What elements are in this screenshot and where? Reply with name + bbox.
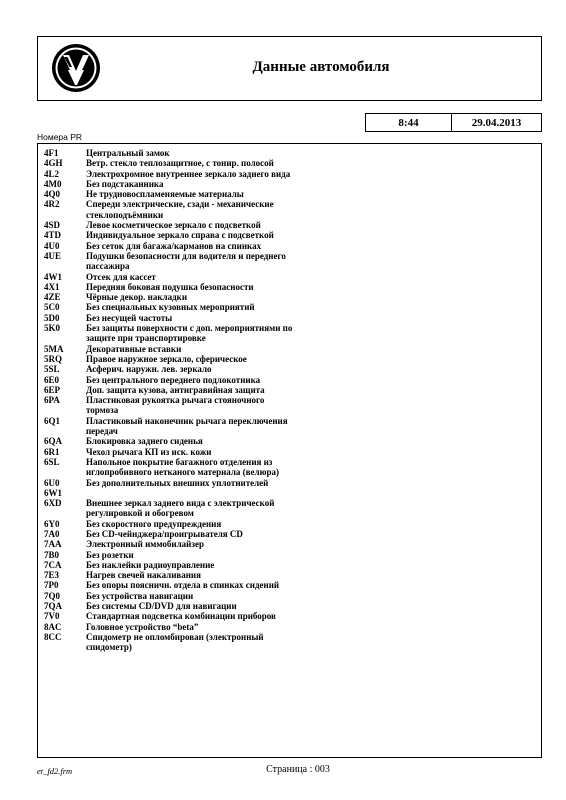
pr-code: 7CA bbox=[44, 559, 62, 570]
pr-code: 8AC bbox=[44, 621, 62, 632]
pr-description: Напольное покрытие багажного отделения из иглопробивного нетканого материала (велюра) bbox=[86, 456, 279, 478]
table-row bbox=[44, 570, 541, 580]
pr-description bbox=[86, 488, 296, 498]
pr-description: Без специальных кузовных мероприятий bbox=[86, 302, 255, 313]
table-row bbox=[44, 169, 541, 179]
pr-description: Без защиты поверхности с доп. мероприятиями по защите при транспортировке bbox=[86, 323, 293, 344]
pr-code: 6SL bbox=[44, 456, 60, 467]
pr-description: Без наклейки радиоуправление bbox=[86, 559, 215, 570]
pr-code: 5C0 bbox=[44, 302, 60, 313]
pr-description: Спидометр не опломбирован (электронный спидометр) bbox=[86, 631, 264, 653]
pr-code: 7V0 bbox=[44, 611, 60, 622]
pr-code: 6EP bbox=[44, 384, 61, 395]
table-row bbox=[44, 550, 541, 560]
pr-code: 7B0 bbox=[44, 549, 60, 560]
pr-code: 6PA bbox=[44, 395, 60, 406]
header-box bbox=[37, 36, 542, 101]
pr-description: Доп. защита кузова, антигравийная защита bbox=[86, 384, 265, 395]
table-row bbox=[44, 199, 541, 220]
table-row bbox=[44, 220, 541, 230]
pr-code: 4W1 bbox=[44, 271, 62, 282]
table-row bbox=[44, 292, 541, 302]
pr-description: Электронный иммобилайзер bbox=[86, 539, 204, 550]
pr-code: 4Q0 bbox=[44, 189, 61, 200]
print-time: 8:44 bbox=[366, 114, 452, 131]
table-row bbox=[44, 323, 541, 344]
table-row bbox=[44, 241, 541, 251]
table-row bbox=[44, 148, 541, 158]
pr-code: 4X1 bbox=[44, 281, 60, 292]
pr-code: 4SD bbox=[44, 220, 61, 231]
pr-description: Электрохромное внутреннее зеркало заднего вида bbox=[86, 168, 291, 179]
pr-code: 6XD bbox=[44, 498, 62, 509]
table-row bbox=[44, 189, 541, 199]
pr-description: Без скоростного предупреждения bbox=[86, 518, 222, 529]
pr-code: 7E3 bbox=[44, 570, 60, 581]
pr-description: Без подстаканника bbox=[86, 178, 164, 189]
table-row bbox=[44, 375, 541, 385]
pr-description: Без сеток для багажа/карманов на спинках bbox=[86, 240, 262, 251]
pr-description: Асферич. наружн. лев. зеркало bbox=[86, 364, 212, 375]
pr-code: 4L2 bbox=[44, 168, 60, 179]
pr-code: 6E0 bbox=[44, 374, 60, 385]
pr-description: Пластиковый наконечник рычага переключения передач bbox=[86, 415, 288, 437]
pr-description: Декоративные вставки bbox=[86, 343, 182, 354]
table-row bbox=[44, 457, 541, 478]
pr-description: Без розетки bbox=[86, 549, 134, 560]
pr-code: 6Q1 bbox=[44, 415, 61, 426]
table-row bbox=[44, 436, 541, 446]
pr-code: 5SL bbox=[44, 364, 60, 375]
table-row bbox=[44, 272, 541, 282]
pr-code: 7Q0 bbox=[44, 590, 61, 601]
pr-description: Без CD-чейнджера/проигрывателя CD bbox=[86, 528, 243, 539]
pr-code: 5K0 bbox=[44, 323, 61, 334]
table-row bbox=[44, 580, 541, 590]
pr-description: Индивидуальное зеркало справа с подсветкой bbox=[86, 230, 274, 241]
pr-description: Нагрев свечей накаливания bbox=[86, 570, 201, 581]
page-number bbox=[0, 764, 566, 775]
table-row bbox=[44, 591, 541, 601]
table-row bbox=[44, 158, 541, 168]
pr-code: 5MA bbox=[44, 343, 64, 354]
pr-code: 7QA bbox=[44, 601, 62, 612]
table-row bbox=[44, 519, 541, 529]
pr-code: 4TD bbox=[44, 230, 62, 241]
pr-code: 4M0 bbox=[44, 178, 62, 189]
table-row bbox=[44, 488, 541, 498]
table-row bbox=[44, 251, 541, 272]
table-row bbox=[44, 354, 541, 364]
pr-description: Центральный замок bbox=[86, 148, 170, 158]
pr-code: 6W1 bbox=[44, 487, 62, 498]
page-title: Данные автомобиля bbox=[252, 59, 390, 75]
pr-description: Пластиковая рукоятка рычага стояночного тормоза bbox=[86, 395, 265, 416]
pr-code: 7A0 bbox=[44, 528, 60, 539]
page-label: Страница bbox=[266, 764, 308, 775]
pr-description: Левое косметическое зеркало с подсветкой bbox=[86, 220, 261, 231]
pr-description: Без центрального переднего подлокотника bbox=[86, 374, 261, 385]
pr-description: Чёрные декор. накладки bbox=[86, 292, 188, 303]
table-row bbox=[44, 478, 541, 488]
section-label: Номера PR bbox=[37, 132, 83, 142]
pr-description: Без несущей частоты bbox=[86, 312, 173, 323]
table-row bbox=[44, 364, 541, 374]
pr-code: 8CC bbox=[44, 631, 62, 642]
table-row bbox=[44, 230, 541, 240]
pr-description: Чехол рычага КП из иск. кожи bbox=[86, 446, 212, 457]
table-row bbox=[44, 344, 541, 354]
pr-description: Отсек для кассет bbox=[86, 271, 156, 282]
table-row bbox=[44, 302, 541, 312]
page-value: : 003 bbox=[309, 764, 330, 775]
table-row bbox=[44, 416, 541, 437]
table-row bbox=[44, 529, 541, 539]
pr-code: 6QA bbox=[44, 436, 62, 447]
table-row bbox=[44, 498, 541, 519]
table-row bbox=[44, 282, 541, 292]
volkswagen-logo-icon bbox=[51, 43, 101, 93]
pr-code: 4GH bbox=[44, 158, 63, 169]
pr-description: Без опоры поясничн. отдела в спинках сидений bbox=[86, 580, 280, 591]
table-row bbox=[44, 601, 541, 611]
pr-description: Передняя боковая подушка безопасности bbox=[86, 281, 254, 292]
pr-description: Правое наружное зеркало, сферическое bbox=[86, 353, 247, 364]
timestamp-box bbox=[365, 113, 542, 132]
pr-description: Не трудновоспламеняемые материалы bbox=[86, 189, 244, 200]
pr-code: 6Y0 bbox=[44, 518, 60, 529]
pr-code: 4R2 bbox=[44, 199, 60, 210]
pr-description: Головное устройство “beta” bbox=[86, 621, 199, 632]
print-date: 29.04.2013 bbox=[471, 116, 522, 129]
pr-description: Без системы CD/DVD для навигации bbox=[86, 601, 237, 612]
table-row bbox=[44, 179, 541, 189]
table-row bbox=[44, 385, 541, 395]
pr-description: Без дополнительных внешних уплотнителей bbox=[86, 477, 269, 488]
pr-description: Стандартная подсветка комбинации приборов bbox=[86, 611, 276, 622]
pr-description: Блокировка заднего сиденья bbox=[86, 436, 203, 447]
table-row bbox=[44, 611, 541, 621]
table-row bbox=[44, 447, 541, 457]
table-row bbox=[44, 313, 541, 323]
pr-code: 6U0 bbox=[44, 477, 60, 488]
pr-description: Спереди электрические, сзади - механические стеклоподъёмники bbox=[86, 199, 274, 220]
pr-code: 7P0 bbox=[44, 580, 59, 591]
table-row bbox=[44, 395, 541, 416]
pr-code: 7AA bbox=[44, 539, 62, 550]
pr-code: 5RQ bbox=[44, 353, 62, 364]
pr-description: Ветр. стекло теплозащитное, с тонир. полосой bbox=[86, 158, 274, 169]
form-name: et_fd2.frm bbox=[37, 766, 73, 776]
table-row bbox=[44, 560, 541, 570]
pr-code: 4ZE bbox=[44, 292, 61, 303]
table-row bbox=[44, 622, 541, 632]
table-row bbox=[44, 632, 541, 653]
pr-code: 6R1 bbox=[44, 446, 60, 457]
pr-description: Подушки безопасности для водителя и переднего пассажира bbox=[86, 250, 286, 272]
pr-code: 4F1 bbox=[44, 148, 59, 158]
pr-description: Внешнее зеркал заднего вида с электрической регулировкой и обогревом bbox=[86, 498, 275, 519]
pr-code: 4U0 bbox=[44, 240, 60, 251]
pr-codes-list bbox=[37, 143, 542, 758]
table-row bbox=[44, 539, 541, 549]
pr-code: 5D0 bbox=[44, 312, 60, 323]
pr-description: Без устройства навигации bbox=[86, 590, 194, 601]
pr-code: 4UE bbox=[44, 250, 62, 261]
